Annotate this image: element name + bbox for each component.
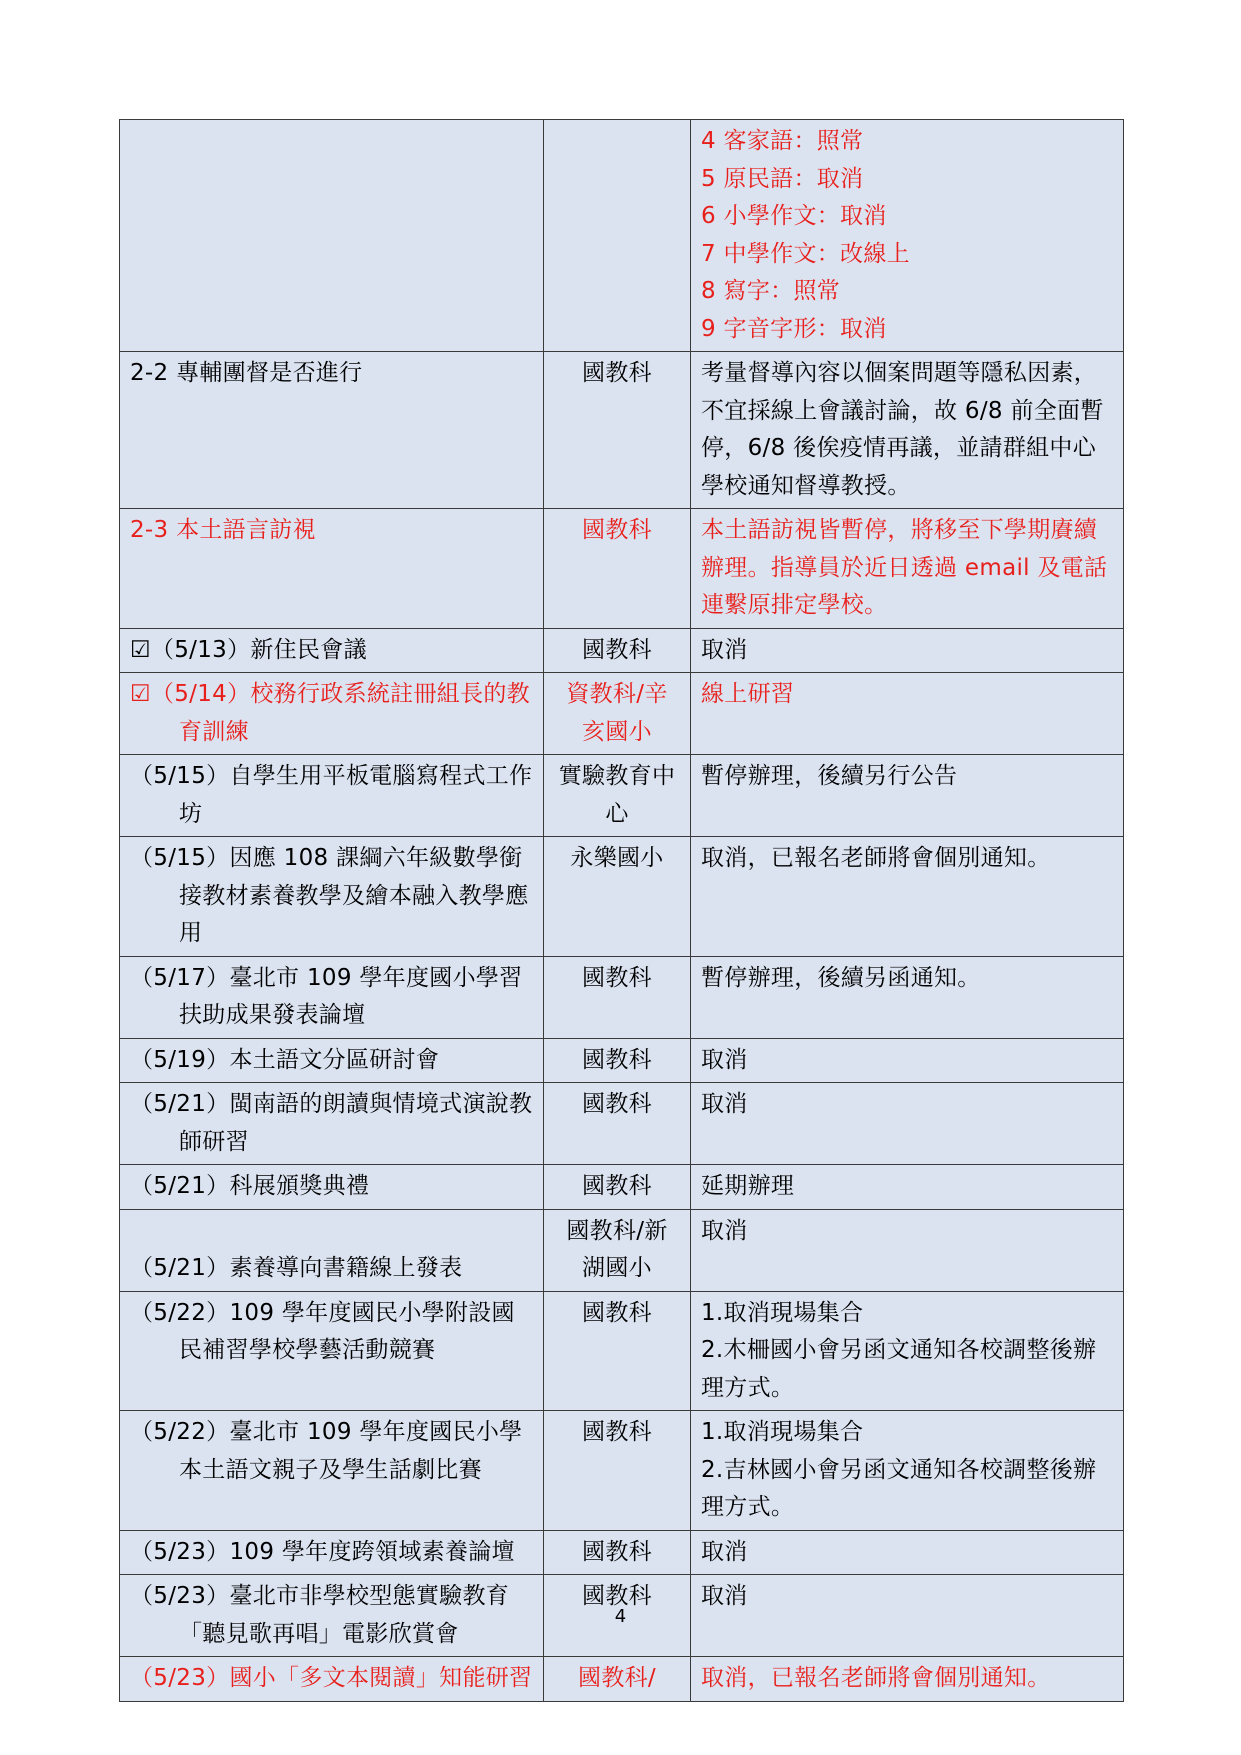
result-line: 取消: [701, 1217, 748, 1244]
result-cell: [691, 1291, 1124, 1411]
unit-cell: [544, 956, 691, 1038]
item-text: ☑（5/14）校務行政系統註冊組長的教育訓練: [130, 681, 530, 745]
item-text: （5/22）109 學年度國民小學附設國民補習學校學藝活動競賽: [130, 1299, 515, 1363]
result-cell: [691, 1083, 1124, 1165]
unit-cell: [544, 837, 691, 957]
result-line: 取消，已報名老師將會個別通知。: [701, 845, 1051, 871]
item-cell: [120, 956, 544, 1038]
result-line: 5 原民語：取消: [701, 165, 864, 192]
result-cell: [691, 120, 1124, 352]
result-line: 取消: [701, 1538, 748, 1565]
item-text: 2-2 專輔團督是否進行: [130, 360, 363, 386]
unit-cell: [544, 1209, 691, 1291]
result-line: 取消: [701, 636, 748, 663]
table-row: [120, 1209, 1124, 1291]
result-line: 本土語訪視皆暫停，將移至下學期賡續辦理。指導員於近日透過 email 及電話連繫原排定學校。: [701, 517, 1108, 618]
unit-text: 國教科: [582, 1091, 652, 1117]
result-line: 7 中學作文：改線上: [701, 240, 910, 267]
unit-text: 國教科: [582, 1538, 652, 1565]
result-line: 9 字音字形：取消: [701, 315, 887, 342]
item-cell: [120, 1411, 544, 1531]
table-row: [120, 509, 1124, 629]
item-text: （5/21）素養導向書籍線上發表: [130, 1255, 463, 1281]
unit-text: 國教科: [582, 1299, 652, 1326]
result-line: 取消: [701, 1091, 748, 1117]
result-line: 線上研習: [701, 681, 795, 707]
result-line: 取消: [701, 1046, 748, 1073]
table-row: [120, 1083, 1124, 1165]
unit-cell: [544, 1038, 691, 1083]
table-row: [120, 956, 1124, 1038]
result-cell: [691, 1209, 1124, 1291]
item-cell: [120, 1083, 544, 1165]
item-text: （5/21）科展頒獎典禮: [130, 1173, 370, 1199]
result-line: 取消: [701, 1583, 748, 1609]
item-cell: [120, 1209, 544, 1291]
item-text: （5/15）自學生用平板電腦寫程式工作坊: [130, 763, 533, 827]
unit-cell: [544, 628, 691, 673]
table-row: [120, 755, 1124, 837]
table-row: [120, 1291, 1124, 1411]
item-cell: [120, 120, 544, 352]
table-row: [120, 1530, 1124, 1575]
result-cell: [691, 1530, 1124, 1575]
item-text: （5/21）閩南語的朗讀與情境式演說教師研習: [130, 1091, 533, 1155]
result-cell: [691, 352, 1124, 509]
item-cell: [120, 628, 544, 673]
item-cell: [120, 1165, 544, 1210]
unit-text: 國教科/新湖國小: [566, 1217, 668, 1281]
result-line: 2.木柵國小會另函文通知各校調整後辦理方式。: [701, 1337, 1097, 1401]
unit-cell: [544, 1165, 691, 1210]
result-line: 6 小學作文：取消: [701, 203, 887, 229]
unit-text: 國教科: [582, 964, 652, 991]
unit-cell: [544, 509, 691, 629]
unit-text: 實驗教育中心: [558, 763, 676, 827]
item-text: （5/23）國小「多文本閱讀」知能研習: [130, 1665, 533, 1691]
result-cell: [691, 956, 1124, 1038]
unit-cell: [544, 1657, 691, 1702]
item-text: （5/15）因應 108 課綱六年級數學銜接教材素養教學及繪本融入教學應用: [130, 845, 529, 946]
unit-cell: [544, 1291, 691, 1411]
item-text: （5/22）臺北市 109 學年度國民小學本土語文親子及學生話劇比賽: [130, 1419, 523, 1483]
result-line: 1.取消現場集合: [701, 1299, 864, 1326]
unit-text: 國教科: [582, 1583, 652, 1609]
item-text: （5/23）臺北市非學校型態實驗教育「聽見歌再唱」電影欣賞會: [130, 1583, 510, 1647]
item-cell: [120, 837, 544, 957]
unit-text: 國教科: [582, 517, 652, 543]
result-cell: [691, 509, 1124, 629]
result-cell: [691, 628, 1124, 673]
table-row: [120, 120, 1124, 352]
unit-text: 國教科/: [578, 1665, 656, 1691]
item-cell: [120, 1291, 544, 1411]
result-line: 暫停辦理，後續另函通知。: [701, 964, 981, 991]
item-text: ☑（5/13）新住民會議: [130, 636, 367, 663]
table-row: [120, 352, 1124, 509]
unit-text: 國教科: [582, 1046, 652, 1073]
result-cell: [691, 1038, 1124, 1083]
unit-text: 資教科/辛亥國小: [566, 681, 668, 745]
unit-cell: [544, 352, 691, 509]
unit-text: 國教科: [582, 1419, 652, 1445]
page-number: 4: [614, 1606, 627, 1627]
item-cell: [120, 1530, 544, 1575]
unit-text: 國教科: [582, 360, 652, 386]
result-line: 延期辦理: [701, 1173, 795, 1199]
table-body: [120, 120, 1124, 1702]
item-text: 2-3 本土語言訪視: [130, 517, 316, 543]
unit-text: 永樂國小: [570, 845, 664, 871]
table-row: [120, 1038, 1124, 1083]
unit-cell: [544, 1530, 691, 1575]
result-cell: [691, 1657, 1124, 1702]
unit-cell: [544, 755, 691, 837]
item-cell: [120, 755, 544, 837]
cancellation-table: [119, 119, 1124, 1702]
table-row: [120, 1411, 1124, 1531]
item-text: （5/19）本土語文分區研討會: [130, 1046, 440, 1073]
unit-cell: [544, 1083, 691, 1165]
table-row: [120, 1165, 1124, 1210]
item-cell: [120, 1657, 544, 1702]
unit-cell: [544, 120, 691, 352]
unit-cell: [544, 1411, 691, 1531]
result-line: 4 客家語：照常: [701, 128, 864, 154]
result-cell: [691, 1411, 1124, 1531]
result-cell: [691, 837, 1124, 957]
table-row: [120, 1657, 1124, 1702]
result-line: 1.取消現場集合: [701, 1419, 864, 1445]
item-cell: [120, 352, 544, 509]
result-line: 8 寫字：照常: [701, 278, 841, 304]
result-cell: [691, 673, 1124, 755]
table-row: [120, 673, 1124, 755]
unit-cell: [544, 673, 691, 755]
result-line: 取消，已報名老師將會個別通知。: [701, 1665, 1051, 1691]
unit-text: 國教科: [582, 1173, 652, 1199]
unit-text: 國教科: [582, 636, 652, 663]
table-row: [120, 628, 1124, 673]
item-cell: [120, 1038, 544, 1083]
result-cell: [691, 1165, 1124, 1210]
item-text: （5/23）109 學年度跨領域素養論壇: [130, 1538, 515, 1565]
result-line: 2.吉林國小會另函文通知各校調整後辦理方式。: [701, 1456, 1097, 1520]
item-text: （5/17）臺北市 109 學年度國小學習扶助成果發表論壇: [130, 964, 523, 1028]
result-cell: [691, 755, 1124, 837]
result-line: 暫停辦理，後續另行公告: [701, 763, 958, 789]
result-line: 考量督導內容以個案問題等隱私因素，不宜採線上會議討論，故 6/8 前全面暫停，6/8 後俟疫情再議，並請群組中心學校通知督導教授。: [701, 360, 1104, 499]
table-row: [120, 837, 1124, 957]
item-cell: [120, 509, 544, 629]
item-cell: [120, 673, 544, 755]
